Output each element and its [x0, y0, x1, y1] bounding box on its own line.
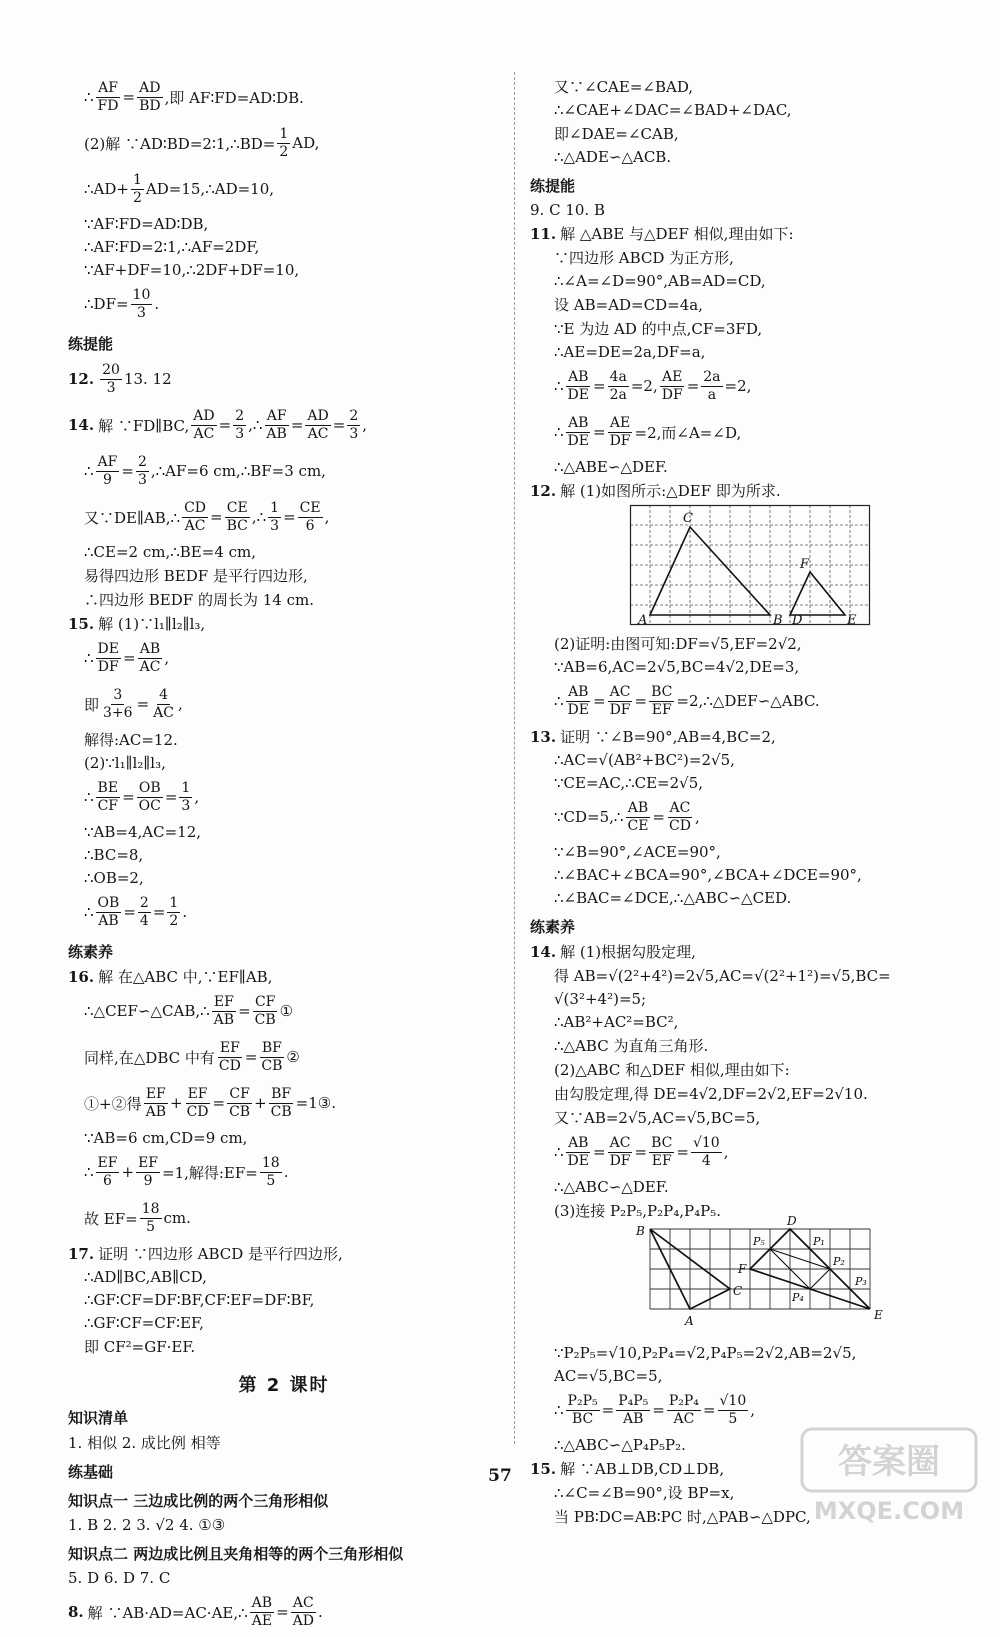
line: ∴∠C=∠B=90°,设 BP=x,: [554, 1484, 735, 1502]
line: 即 CF²=GF·EF.: [84, 1338, 196, 1356]
label-b: B: [636, 1224, 645, 1238]
line: ∴四边形 BEDF 的周长为 14 cm.: [84, 591, 314, 609]
section-heading: 知识清单: [68, 1409, 129, 1427]
line: ∴ $\frac{DE}{DF}$ = $\frac{AB}{AC}$ ,: [84, 640, 170, 675]
label-e: E: [874, 1308, 883, 1322]
line: ∴△ABC∽△P₄P₅P₂.: [554, 1436, 686, 1454]
question-14: 14. 解 ∵FD∥BC, $\frac{AD}{AC}$ = $\frac{2}{3}$ ,∴ $\frac{AF}{AB}$ = $\frac{AD}{AC}$ = $\frac{2}{3}$ ,: [68, 407, 368, 442]
line: ∵AB=6,AC=2√5,BC=4√2,DE=3,: [554, 658, 800, 676]
answer-line: 12. $\frac{20}{3}$ 13. 12: [68, 361, 172, 396]
label-p4: P₄: [792, 1291, 804, 1304]
answer-line: 1. B 2. 2 3. √2 4. ①③: [68, 1516, 226, 1534]
line: ∵AB=6 cm,CD=9 cm,: [84, 1129, 248, 1147]
line: ∴ $\frac{AB}{DE}$ = $\frac{AE}{DF}$ =2,而∠A=∠D,: [554, 414, 742, 449]
line: ∴∠BAC=∠DCE,∴△ABC∽△CED.: [554, 889, 792, 907]
line: 由勾股定理,得 DE=4√2,DF=2√2,EF=2√10.: [554, 1085, 868, 1103]
line: 又∵∠CAE=∠BAD,: [554, 78, 694, 96]
line: ∴ $\frac{AF}{9}$ = $\frac{2}{3}$ ,∴AF=6 cm,∴BF=3 cm,: [84, 453, 326, 488]
question-13: 13. 证明 ∵∠B=90°,AB=4,BC=2,: [530, 727, 776, 746]
fraction: $\frac{1}{2}$: [132, 171, 142, 206]
page-number: 57: [488, 1466, 512, 1486]
grid-triangle-figure-2: [630, 1214, 900, 1337]
line: ∴AF∶FD=2∶1,∴AF=2DF,: [84, 238, 260, 256]
label-d: D: [792, 613, 803, 628]
line: (3)连接 P₂P₅,P₂P₄,P₄P₅.: [554, 1202, 721, 1220]
line: 故 EF= $\frac{18}{5}$ cm.: [84, 1200, 191, 1235]
line: 又∵DE∥AB,∴ $\frac{CD}{AC}$ = $\frac{CE}{BC}$ ,∴ $\frac{1}{3}$ = $\frac{CE}{6}$ ,: [84, 499, 330, 534]
watermark-top: 答案圈: [838, 1442, 940, 1482]
line: 解得:AC=12.: [84, 731, 178, 749]
fraction: $\frac{1}{2}$: [279, 125, 289, 160]
line: ∴BC=8,: [84, 846, 144, 864]
knowledge-point-heading: 知识点一 三边成比例的两个三角形相似: [68, 1492, 329, 1510]
line: ∵CE=AC,∴CE=2√5,: [554, 774, 704, 792]
line: ∴GF∶CF=DF∶BF,CF∶EF=DF∶BF,: [84, 1291, 315, 1309]
line: ∴ $\frac{BE}{CF}$ = $\frac{OB}{OC}$ = $\frac{1}{3}$ ,: [84, 779, 200, 814]
fraction: $\frac{AF}{FD}$: [97, 79, 119, 114]
line: 得 AB=√(2²+4²)=2√5,AC=√(2²+1²)=√5,BC=: [554, 967, 891, 985]
line: ∴△CEF∽△CAB,∴ $\frac{EF}{AB}$ = $\frac{CF}{CB}$ ①: [84, 993, 294, 1028]
line: ∵P₂P₅=√10,P₂P₄=√2,P₄P₅=2√2,AB=2√5,: [554, 1344, 857, 1362]
question-15: 15. 解 (1)∵l₁∥l₂∥l₃,: [68, 614, 206, 633]
answer-line: 5. D 6. D 7. C: [68, 1569, 171, 1587]
line: ∴∠BAC+∠BCA=90°,∠BCA+∠DCE=90°,: [554, 866, 862, 884]
line: ∵四边形 ABCD 为正方形,: [554, 249, 734, 267]
line: ∴AD+ $\frac{1}{2}$ AD=15,∴AD=10,: [84, 171, 275, 206]
line: AC=√5,BC=5,: [554, 1367, 663, 1385]
label-f: F: [800, 557, 810, 572]
label-c: C: [733, 1284, 743, 1298]
line: ∴ $\frac{OB}{AB}$ = $\frac{2}{4}$ = $\frac{1}{2}$ .: [84, 894, 188, 929]
knowledge-point-heading: 知识点二 两边成比例且夹角相等的两个三角形相似: [68, 1545, 404, 1563]
lesson-title: 第 2 课时: [238, 1375, 330, 1396]
triangle-def: [790, 572, 845, 615]
line: ∴ $\frac{EF}{6}$ + $\frac{EF}{9}$ =1,解得:EF= $\frac{18}{5}$ .: [84, 1154, 289, 1189]
fraction: $\frac{AD}{BD}$: [139, 79, 161, 114]
column-divider: [514, 72, 515, 1444]
section-heading: 练提能: [530, 177, 576, 195]
line: ∵AF+DF=10,∴2DF+DF=10,: [84, 261, 300, 279]
label-d: D: [787, 1214, 797, 1228]
line: 又∵AB=2√5,AC=√5,BC=5,: [554, 1109, 761, 1127]
label-p5: P₅: [753, 1235, 765, 1248]
label-c: C: [683, 511, 693, 526]
line: ∴∠CAE+∠DAC=∠BAD+∠DAC,: [554, 101, 792, 119]
line: ∴∠A=∠D=90°,AB=AD=CD,: [554, 272, 766, 290]
answer-line: 9. C 10. B: [530, 201, 605, 219]
label-f: F: [738, 1262, 747, 1276]
line: ∴△ABE∽△DEF.: [554, 458, 668, 476]
question-12: 12. 解 (1)如图所示:△DEF 即为所求.: [530, 481, 781, 500]
label-p3: P₃: [855, 1275, 867, 1288]
fraction: $\frac{10}{3}$: [132, 286, 151, 321]
line: ∵∠B=90°,∠ACE=90°,: [554, 843, 721, 861]
line: (2)△ABC 和△DEF 相似,理由如下:: [554, 1061, 790, 1079]
line: ∴△ADE∽△ACB.: [554, 148, 672, 166]
section-heading: 练提能: [68, 335, 114, 353]
label-p1: P₁: [813, 1235, 825, 1248]
question-17: 17. 证明 ∵四边形 ABCD 是平行四边形,: [68, 1244, 343, 1263]
line: ∵AF∶FD=AD∶DB,: [84, 215, 209, 233]
grid-triangle-figure-1: [630, 505, 890, 627]
question-8: 8. 解 ∵AB·AD=AC·AE,∴ $\frac{AB}{AE}$ = $\frac{AC}{AD}$ .: [68, 1594, 323, 1629]
question-16: 16. 解 在△ABC 中,∵EF∥AB,: [68, 967, 273, 986]
label-p2: P₂: [833, 1255, 845, 1268]
watermark-logo: [794, 1421, 984, 1531]
line: 同样,在△DBC 中有 $\frac{EF}{CD}$ = $\frac{BF}{CB}$ ②: [84, 1039, 300, 1074]
line: √(3²+4²)=5;: [554, 990, 647, 1008]
line: ∴△ABC∽△DEF.: [554, 1178, 669, 1196]
line: ∴DF= $\frac{10}{3}$ .: [84, 286, 160, 321]
line: 当 PB∶DC=AB∶PC 时,△PAB∽△DPC,: [554, 1508, 811, 1526]
answer-line: 1. 相似 2. 成比例 相等: [68, 1434, 221, 1452]
line: ∴ $\frac{AB}{DE}$ = $\frac{4a}{2a}$ =2, $\frac{AE}{DF}$ = $\frac{2a}{a}$ =2,: [554, 368, 752, 403]
question-15: 15. 解 ∵AB⊥DB,CD⊥DB,: [530, 1459, 725, 1478]
question-11: 11. 解 △ABE 与△DEF 相似,理由如下:: [530, 224, 794, 243]
line: ∴△ABC 为直角三角形.: [554, 1037, 709, 1055]
section-heading: 练基础: [68, 1463, 114, 1481]
line: 设 AB=AD=CD=4a,: [554, 296, 703, 314]
line: ∴GF∶CF=CF∶EF,: [84, 1314, 204, 1332]
label-b: B: [773, 613, 783, 628]
label-a: A: [638, 613, 648, 628]
line: ∴AB²+AC²=BC²,: [554, 1013, 679, 1031]
label-a: A: [685, 1314, 694, 1328]
line: ∴AC=√(AB²+BC²)=2√5,: [554, 751, 735, 769]
question-14: 14. 解 (1)根据勾股定理,: [530, 942, 696, 961]
left-column: [68, 74, 500, 1637]
line: ∴AD∥BC,AB∥CD,: [84, 1268, 207, 1286]
section-heading: 练素养: [530, 918, 576, 936]
line: 易得四边形 BEDF 是平行四边形,: [84, 567, 308, 585]
line: 即 $\frac{3}{3+6}$ = $\frac{4}{AC}$ ,: [84, 686, 183, 721]
line: ∴ $\frac{AB}{DE}$ = $\frac{AC}{DF}$ = $\frac{BC}{EF}$ = $\frac{√10}{4}$ ,: [554, 1134, 729, 1169]
watermark-bottom: MXQE.COM: [813, 1497, 965, 1525]
line: ∵AB=4,AC=12,: [84, 823, 202, 841]
line: ∴ $\frac{AB}{DE}$ = $\frac{AC}{DF}$ = $\frac{BC}{EF}$ =2,∴△DEF∽△ABC.: [554, 683, 820, 718]
line: 即∠DAE=∠CAB,: [554, 125, 679, 143]
fraction: $\frac{20}{3}$: [102, 361, 120, 396]
line: ①+②得 $\frac{EF}{AB}$ + $\frac{EF}{CD}$ = $\frac{CF}{CB}$ + $\frac{BF}{CB}$ =1③.: [84, 1085, 336, 1120]
line: (2)∵l₁∥l₂∥l₃,: [84, 754, 166, 772]
line: (2)证明:由图可知:DF=√5,EF=2√2,: [554, 635, 802, 653]
line: ∴AE=DE=2a,DF=a,: [554, 343, 706, 361]
right-column: [530, 76, 975, 1530]
line: ∴ $\frac{AF}{FD}$ = $\frac{AD}{BD}$ ,即 AF∶FD=AD∶DB.: [84, 79, 304, 114]
line: (2)解 ∵AD∶BD=2∶1,∴BD= $\frac{1}{2}$ AD,: [84, 125, 320, 160]
line: ∵E 为边 AD 的中点,CF=3FD,: [554, 320, 763, 338]
line: ∴OB=2,: [84, 869, 144, 887]
line: ∴CE=2 cm,∴BE=4 cm,: [84, 543, 257, 561]
line: ∵CD=5,∴ $\frac{AB}{CE}$ = $\frac{AC}{CD}$ ,: [554, 799, 700, 834]
label-e: E: [847, 613, 857, 628]
line: ∴ $\frac{\text{P₂P₅}}{BC}$ = $\frac{\text{P₄P₅}}{AB}$ = $\frac{\text{P₂P₄}}{AC}$ = $\frac{√10}{5}$ ,: [554, 1392, 756, 1427]
section-heading: 练素养: [68, 943, 114, 961]
